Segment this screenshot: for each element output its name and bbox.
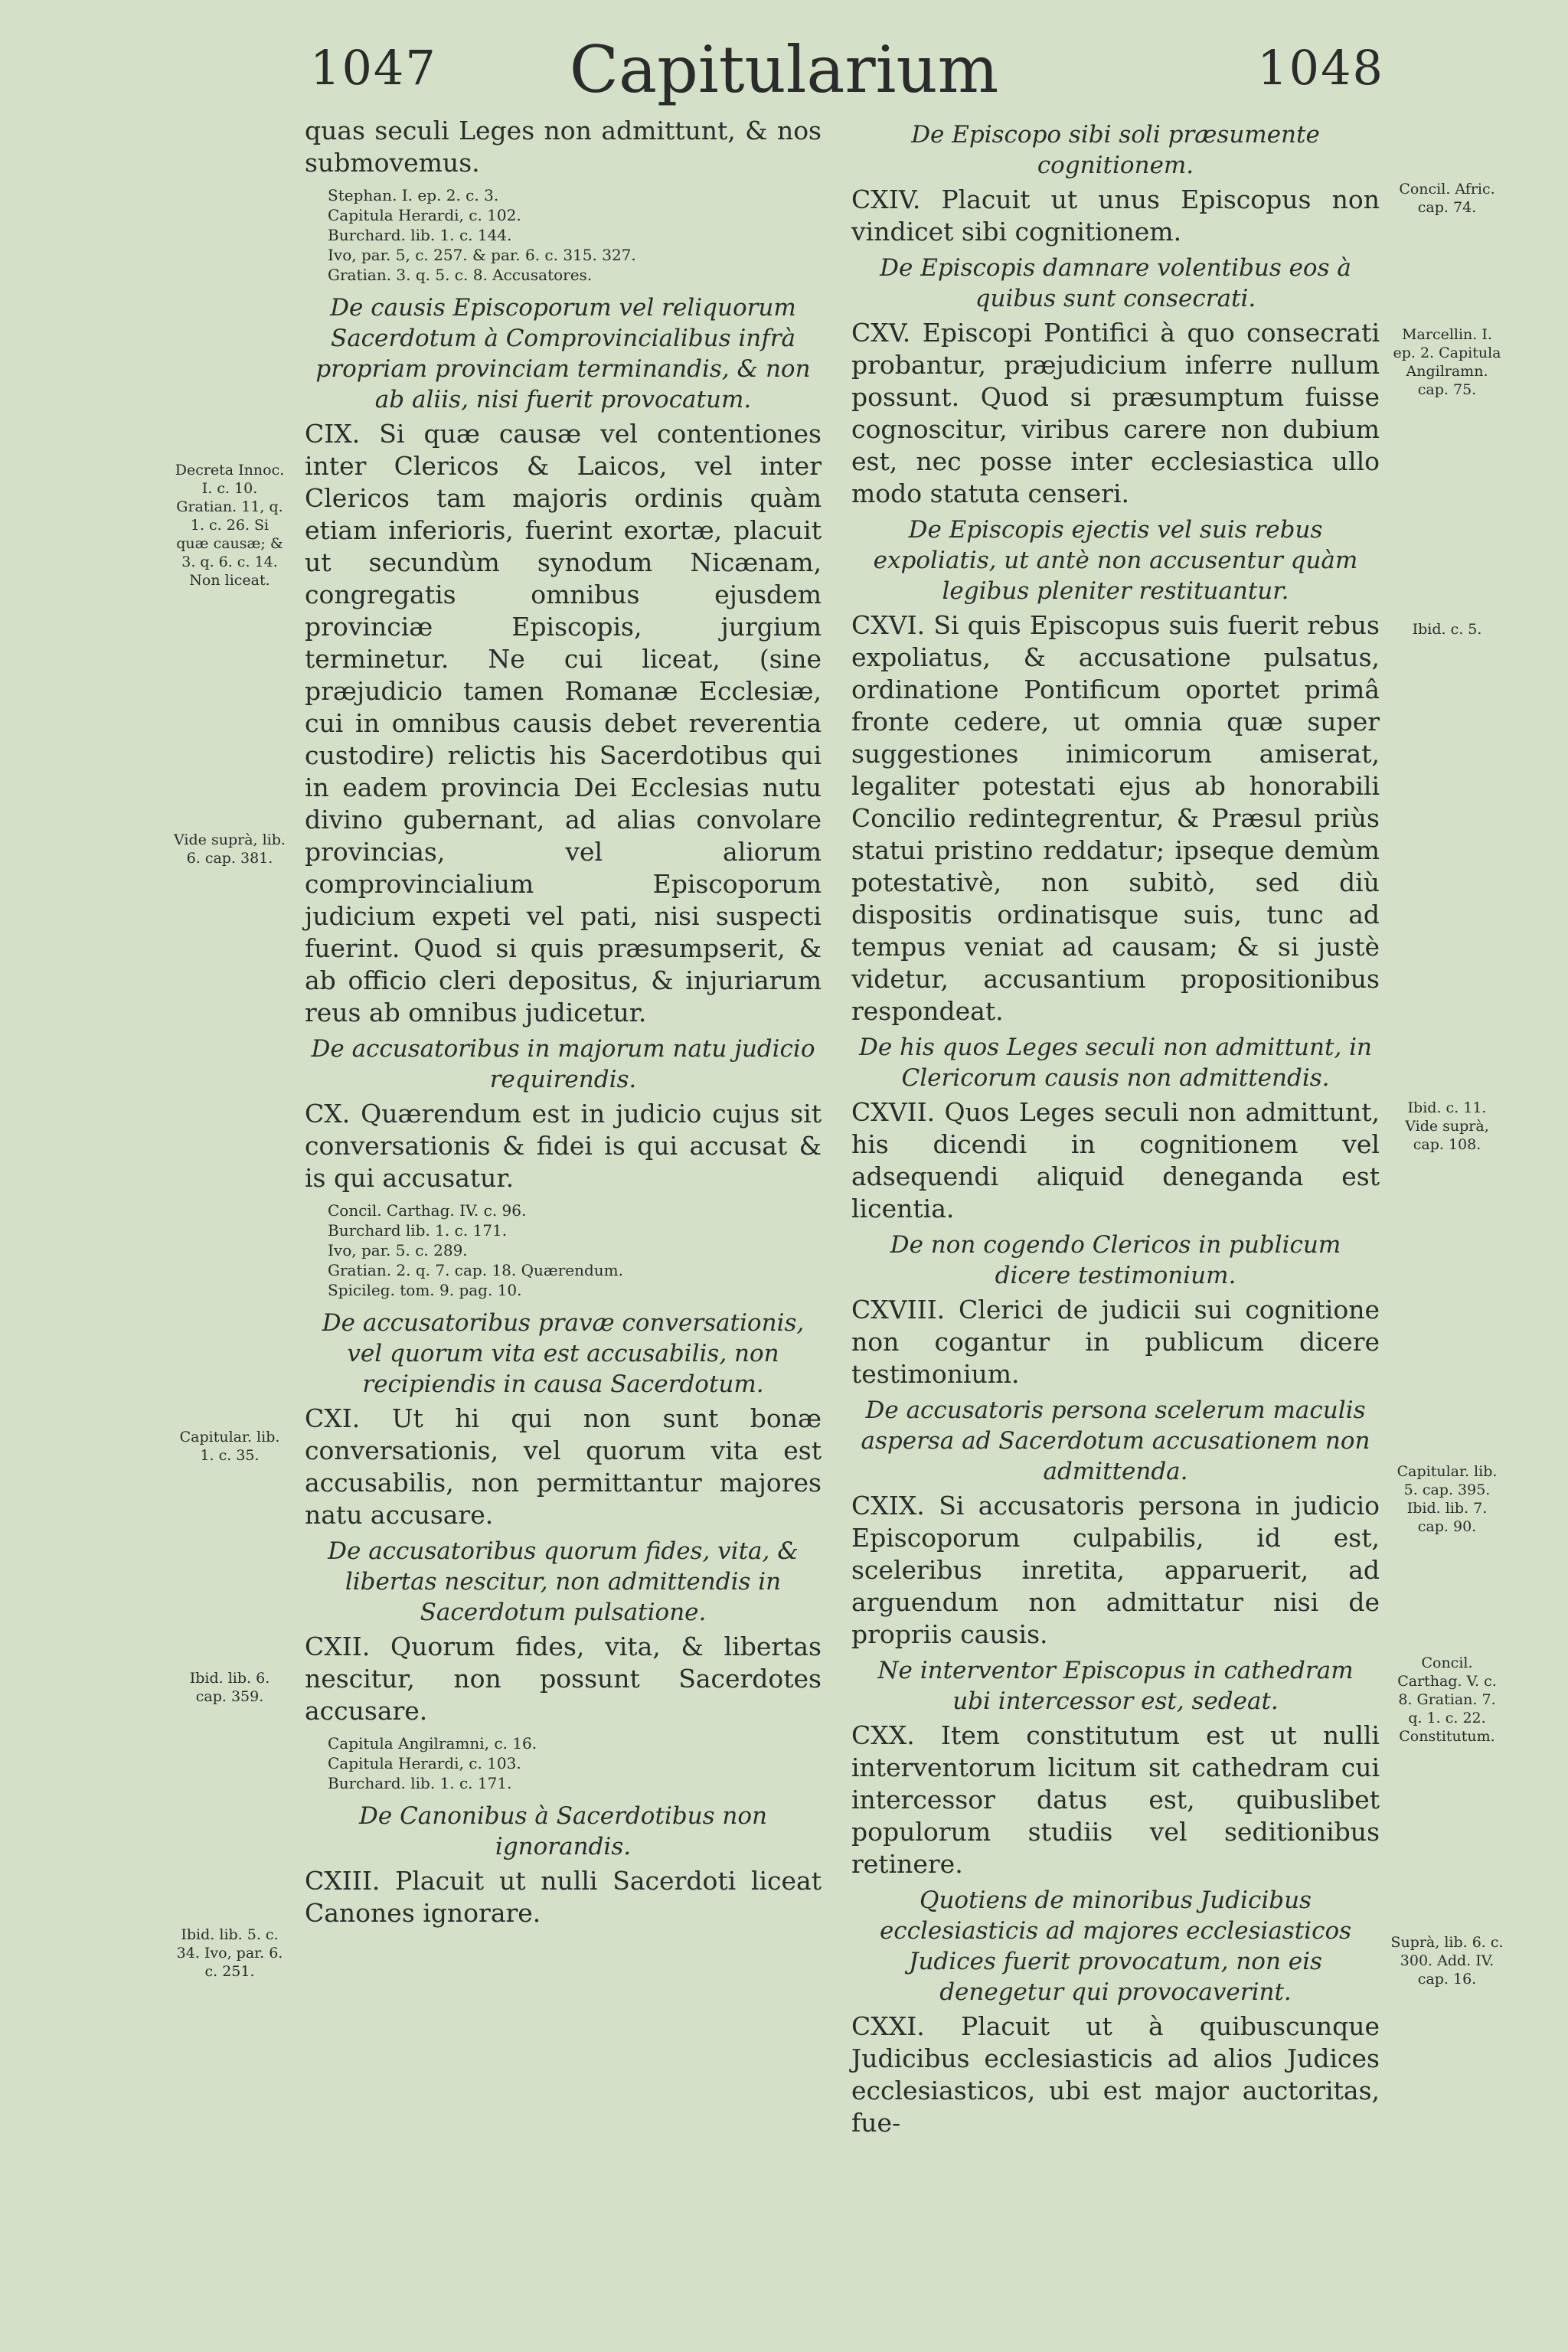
margin-note: Marcellin. I. ep. 2. Capitula Angilramn. cap. 75.	[1393, 326, 1501, 398]
reference-list	[328, 1733, 822, 1793]
chapter-rubric: De accusatoris persona scelerum maculis aspersa ad Sacerdotum accusationem non admittenda.	[861, 1396, 1370, 1485]
chapter-rubric: De accusatoribus in majorum natu judicio requirendis.	[311, 1035, 815, 1093]
reference: Capitula Herardi, c. 102.	[328, 206, 521, 224]
reference: Ivo, par. 5, c. 257. & par. 6. c. 315. 327.	[328, 246, 636, 264]
chapter-rubric: De Episcopis damnare volentibus eos à quibus sunt consecrati.	[880, 254, 1351, 312]
reference-list	[328, 1200, 822, 1300]
margin-note: Capitular. lib. 5. cap. 395. Ibid. lib. 7. cap. 90.	[1396, 1463, 1498, 1535]
chapter-text: CXIII. Placuit ut nulli Sacerdoti liceat Canones ignorare.	[305, 1866, 822, 1928]
chapter-text: CXVII. Quos Leges seculi non admittunt, his dicendi in cognitionem vel adsequendi aliquid deneganda est licentia.	[851, 1097, 1380, 1223]
running-title: Capitularium	[569, 32, 999, 107]
chapter-rubric: De non cogendo Clericos in publicum dicere testimonium.	[890, 1231, 1341, 1289]
chapter-rubric: De accusatoribus pravæ conversationis, vel quorum vita est accusabilis, non recipiendis in causa Sacerdotum.	[322, 1309, 805, 1398]
reference: Capitula Angilramni, c. 16.	[328, 1734, 537, 1753]
chapter-text: CXXI. Placuit ut à quibuscunque Judicibus ecclesiasticis ad alios Judices ecclesiasticos, ubi est major auctoritas, fue-	[851, 2011, 1380, 2138]
reference: Stephan. I. ep. 2. c. 3.	[328, 186, 499, 204]
margin-note: Ibid. lib. 5. c. 34. Ivo, par. 6. c. 251.	[176, 1926, 283, 1980]
chapter-text: CX. Quærendum est in judicio cujus sit conversationis & fidei is qui accusat & is qui accusatur.	[305, 1099, 822, 1193]
chapter-text: CXVI. Si quis Episcopus suis fuerit rebus expoliatus, & accusatione pulsatus, ordinatione Pontificum oportet primâ fronte cedere, ut omnia quæ super suggestiones inimicorum amiserat, legaliter potestati ejus ab honorabili Concilio redintegrentur, & Præsul priùs statui pristino reddatur; ipseque demùm potestativè, non subitò, sed diù dispositis ordinatisque suis, tunc ad tempus veniat ad causam; & si justè videtur, accusantium propositionibus respondeat.	[851, 610, 1380, 1026]
chapter-rubric: Ne interventor Episcopus in cathedram ubi intercessor est, sedeat.	[877, 1657, 1354, 1715]
margin-note: Ibid. c. 5.	[1412, 621, 1482, 638]
margin-note: Vide suprà, lib. 6. cap. 381.	[174, 831, 286, 867]
chapter-rubric: De accusatoribus quorum fides, vita, & libertas nescitur, non admittendis in Sacerdotum pulsatione.	[328, 1537, 799, 1626]
chapter-rubric: De Episcopis ejectis vel suis rebus expoliatis, ut antè non accusentur quàm legibus pleniter restituantur.	[873, 516, 1358, 605]
reference: Burchard. lib. 1. c. 171.	[328, 1774, 512, 1792]
chapter-rubric: De Episcopo sibi soli præsumente cognitionem.	[911, 121, 1320, 179]
right-page-number: 1048	[1257, 40, 1384, 96]
reference: Spicileg. tom. 9. pag. 10.	[328, 1281, 522, 1299]
reference: Concil. Carthag. IV. c. 96.	[328, 1201, 527, 1220]
chapter-text: CXII. Quorum fides, vita, & libertas nescitur, non possunt Sacerdotes accusare.	[305, 1632, 822, 1726]
margin-note: Suprà, lib. 6. c. 300. Add. IV. cap. 16.	[1390, 1934, 1504, 1988]
chapter-text: CXIV. Placuit ut unus Episcopus non vindicet sibi cognitionem.	[851, 185, 1380, 247]
margin-note: Ibid. lib. 6. cap. 359.	[189, 1670, 270, 1705]
paragraph: quas seculi Leges non admittunt, & nos submovemus.	[305, 116, 822, 178]
margin-note: Concil. Carthag. V. c. 8. Gratian. 7. q. 1. c. 22. Constitutum.	[1397, 1655, 1497, 1745]
chapter-rubric: De causis Episcoporum vel reliquorum Sacerdotum à Comprovincialibus infrà propriam provinciam terminandis, & non ab aliis, nisi fuerit provocatum.	[315, 294, 811, 413]
reference: Ivo, par. 5. c. 289.	[328, 1241, 468, 1259]
chapter-text: CXX. Item constitutum est ut nulli interventorum licitum sit cathedram cui intercessor datus est, quibuslibet populorum studiis vel seditionibus retinere.	[851, 1720, 1380, 1879]
chapter-rubric: De Canonibus à Sacerdotibus non ignorandis.	[359, 1802, 767, 1860]
margin-note: Decreta Innoc. I. c. 10. Gratian. 11, q. 1. c. 26. Si quæ causæ; & 3. q. 6. c. 14. Non liceat.	[175, 462, 285, 589]
left-column	[305, 115, 822, 1932]
chapter-text: CXVIII. Clerici de judicii sui cognitione non cogantur in publicum dicere testimonium.	[851, 1295, 1380, 1389]
left-page-number: 1047	[310, 40, 437, 96]
margin-note: Concil. Afric. cap. 74.	[1399, 181, 1495, 216]
chapter-text: CXIX. Si accusatoris persona in judicio Episcoporum culpabilis, id est, sceleribus inretita, apparuerit, ad arguendum non admittatur nisi de propriis causis.	[851, 1491, 1380, 1649]
reference: Capitula Herardi, c. 103.	[328, 1754, 521, 1772]
chapter-rubric: De his quos Leges seculi non admittunt, in Clericorum causis non admittendis.	[858, 1034, 1373, 1092]
reference: Gratian. 3. q. 5. c. 8. Accusatores.	[328, 266, 593, 284]
chapter-text: CIX. Si quæ causæ vel contentiones inter Clericos & Laicos, vel inter Clericos tam majoris ordinis quàm etiam inferioris, fuerint exortæ, placuit ut secundùm synodum Nicænam, congregatis omnibus ejusdem provinciæ Episcopis, jurgium terminetur. Ne cui liceat, (sine præjudicio tamen Romanæ Ecclesiæ, cui in omnibus causis debet reverentia custodire) relictis his Sacerdotibus qui in eadem provincia Dei Ecclesias nutu divino gubernant, ad alias convolare provincias, vel aliorum comprovincialium Episcoporum judicium expeti vel pati, nisi suspecti fuerint. Quod si quis præsumpserit, & ab officio cleri depositus, & injuriarum reus ab omnibus judicetur.	[305, 419, 822, 1027]
margin-note: Ibid. c. 11. Vide suprà, cap. 108.	[1405, 1099, 1489, 1153]
reference: Burchard lib. 1. c. 171.	[328, 1221, 508, 1240]
right-column	[851, 115, 1380, 2142]
margin-note: Capitular. lib. 1. c. 35.	[179, 1429, 280, 1464]
reference: Burchard. lib. 1. c. 144.	[328, 226, 512, 244]
chapter-text: CXV. Episcopi Pontifici à quo consecrati probantur, præjudicium inferre nullum possunt. Quod si præsumptum fuisse cognoscitur, viribus carere non dubium est, nec posse inter ecclesiastica ullo modo statuta censeri.	[851, 318, 1380, 508]
chapter-text: CXI. Ut hi qui non sunt bonæ conversationis, vel quorum vita est accusabilis, non permittantur majores natu accusare.	[305, 1403, 822, 1530]
chapter-rubric: Quotiens de minoribus Judicibus ecclesiasticis ad majores ecclesiasticos Judices fuerit provocatum, non eis denegetur qui provocaverint.	[879, 1886, 1352, 2006]
reference: Gratian. 2. q. 7. cap. 18. Quærendum.	[328, 1261, 623, 1279]
reference-list	[328, 185, 822, 285]
